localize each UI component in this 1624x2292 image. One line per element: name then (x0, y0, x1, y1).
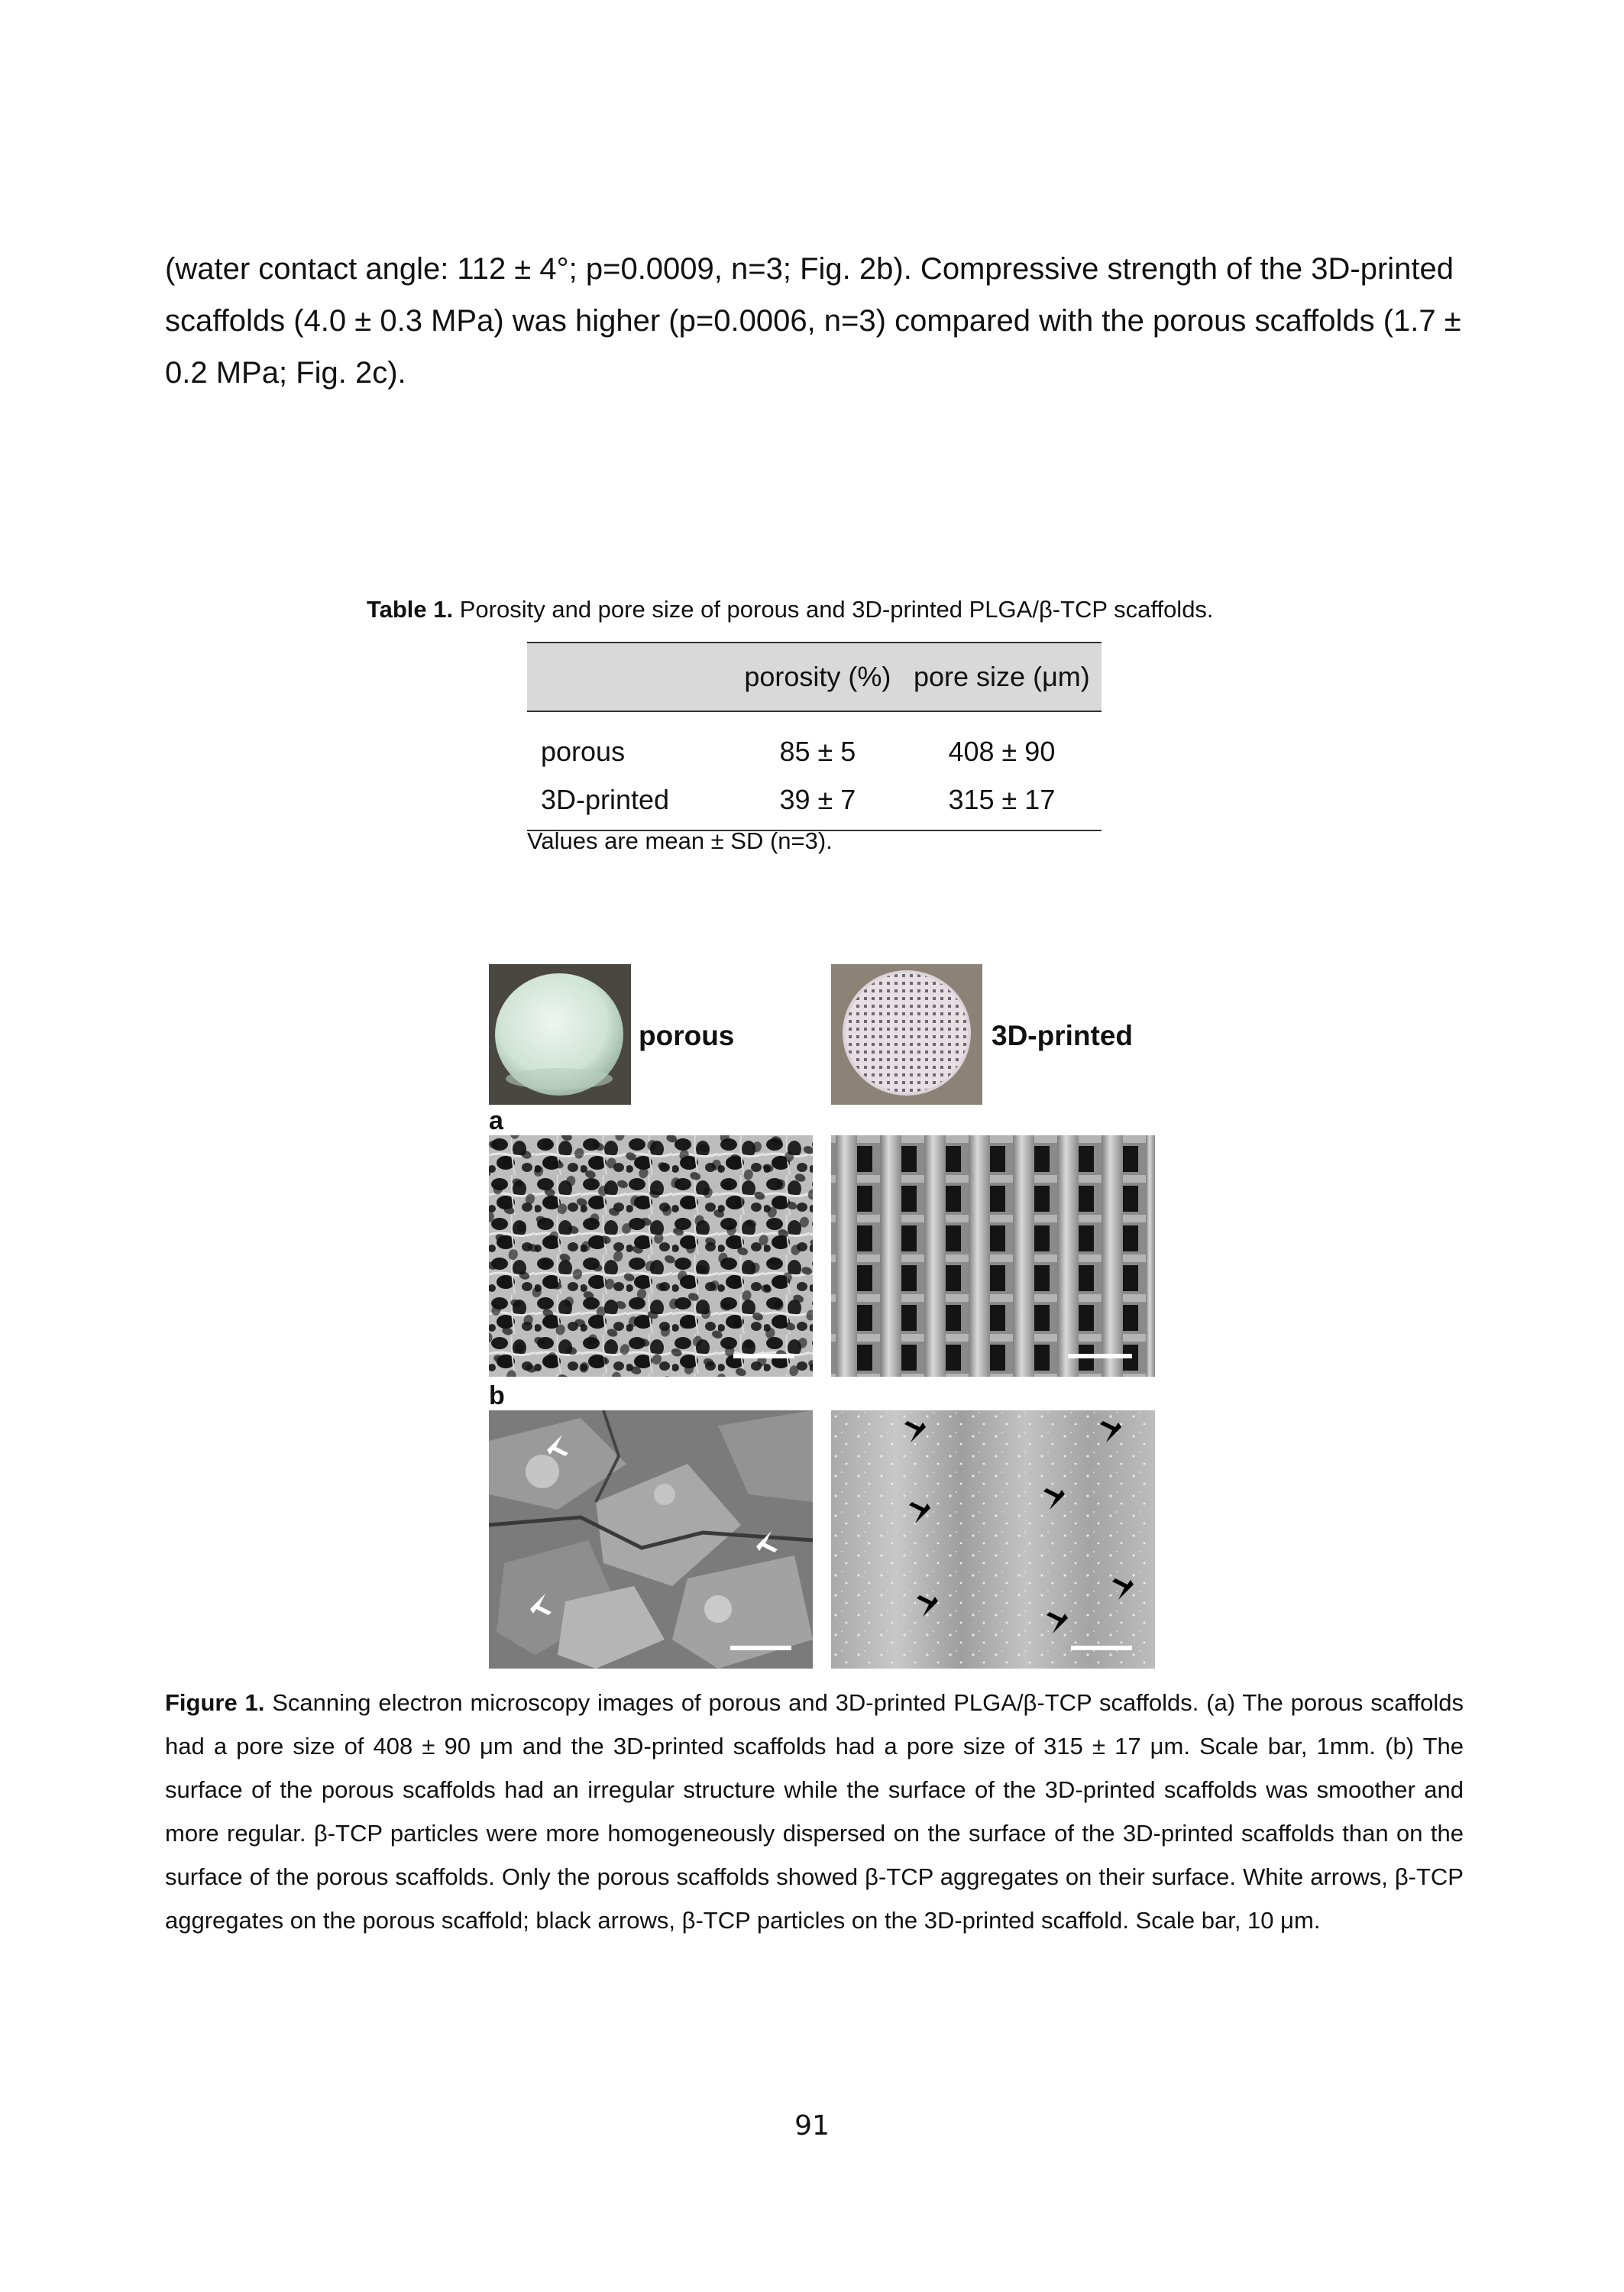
table-header-row (527, 643, 1102, 711)
label-3d-printed: 3D-printed (992, 1020, 1133, 1051)
sem-porous-surface (489, 1410, 813, 1669)
table-cell: 3D-printed (527, 776, 733, 830)
table-caption (367, 596, 1214, 623)
figure-caption-label: Figure 1. (165, 1689, 265, 1716)
table-caption-label: Table 1. (367, 596, 454, 623)
scale-bar-b-porous (730, 1646, 791, 1650)
table-header-cell: porosity (%) (733, 643, 902, 711)
porosity-table (527, 642, 1102, 831)
3d-printed-scaffold-photo (831, 964, 982, 1105)
page-number: 91 (794, 2110, 830, 2141)
table-cell: 408 ± 90 (948, 736, 1056, 767)
table-cell: 85 ± 5 (779, 736, 856, 767)
table-cell: porous (541, 736, 626, 767)
sem-3d-printed-surface (831, 1410, 1155, 1669)
scale-bar-a-3d (1068, 1354, 1132, 1358)
table-note: Values are mean ± SD (n=3). (527, 827, 833, 854)
scale-bar-b-3d (1071, 1646, 1132, 1650)
table-header-cell: pore size (μm) (902, 643, 1102, 711)
table-row (527, 776, 1102, 830)
sem-porous-overview (489, 1135, 813, 1377)
table-caption-text: Porosity and pore size of porous and 3D-printed PLGA/β-TCP scaffolds. (453, 596, 1214, 623)
figure-caption-text: Scanning electron microscopy images of porous and 3D-printed PLGA/β-TCP scaffolds. (a) The porous scaffolds had a pore size of 408 ± 90 μm and the 3D-printed scaffolds had a pore size of 315 ± 17 μm. Scale bar, 1mm. (b) The surface of the porous scaffolds had an irregular structure while the surface of the 3D-printed scaffolds was smoother and more regular. β-TCP particles were more homogeneously dispersed on the surface of the 3D-printed scaffolds than on the surface of the porous scaffolds. Only the porous scaffolds showed β-TCP aggregates on their surface. White arrows, β-TCP aggregates on the porous scaffold; black arrows, β-TCP particles on the 3D-printed scaffold. Scale bar, 10 μm. (165, 1689, 1464, 1934)
table-row (527, 711, 1102, 776)
table-cell: 39 ± 7 (733, 776, 902, 830)
scale-bar-a-porous (733, 1354, 794, 1358)
label-porous: porous (639, 1020, 735, 1051)
table-header-cell (527, 643, 733, 711)
porous-scaffold-photo (489, 964, 631, 1105)
panel-label-a: a (489, 1106, 503, 1135)
body-paragraph: (water contact angle: 112 ± 4°; p=0.0009, n=3; Fig. 2b). Compressive strength of the 3D-printed scaffolds (4.0 ± 0.3 MPa) was higher (p=0.0006, n=3) compared with the porous scaffolds (1.7 ± 0.2 MPa; Fig. 2c). (165, 252, 1461, 390)
table-cell: 315 ± 17 (902, 776, 1102, 830)
sem-3d-printed-overview (831, 1135, 1155, 1377)
panel-label-b: b (489, 1381, 505, 1410)
figure-caption (165, 1681, 1464, 1942)
